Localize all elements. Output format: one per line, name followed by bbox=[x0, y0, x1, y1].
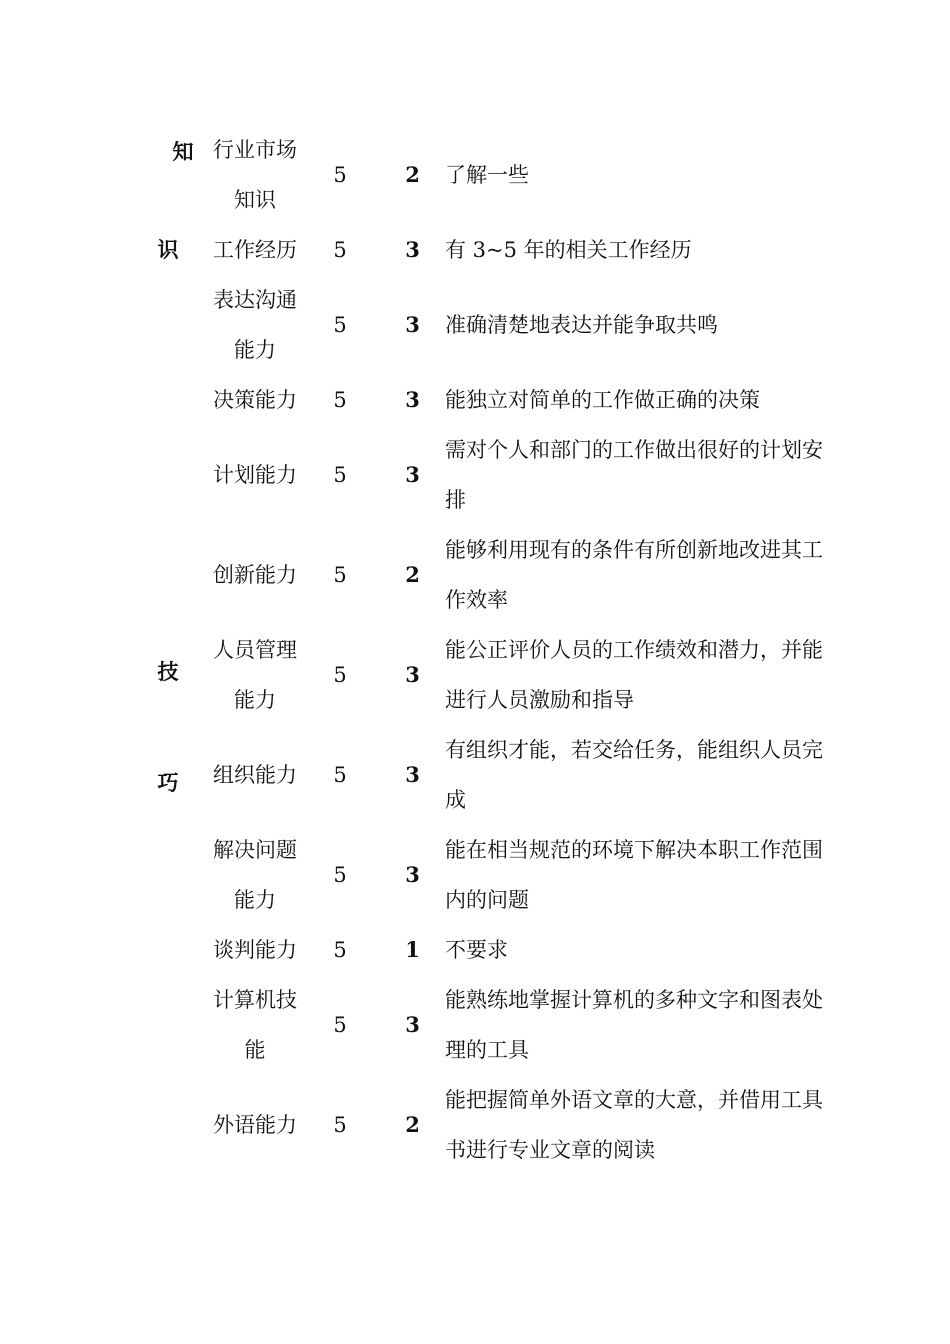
item-name: 工作经历 bbox=[213, 238, 297, 262]
item-name: 创新能力 bbox=[213, 563, 297, 587]
category-knowledge-char-2: 识 bbox=[157, 237, 179, 262]
table-row bbox=[150, 125, 830, 225]
required-score: 3 bbox=[405, 1012, 420, 1037]
item-name: 组织能力 bbox=[213, 763, 297, 787]
required-score: 3 bbox=[405, 387, 420, 412]
category-cell bbox=[150, 725, 210, 825]
item-name: 计算机技能 bbox=[213, 988, 297, 1062]
skills-requirements-table bbox=[150, 125, 830, 1175]
max-score: 5 bbox=[333, 163, 347, 187]
item-description: 了解一些 bbox=[445, 163, 529, 187]
table-row bbox=[150, 825, 830, 925]
category-cell bbox=[150, 525, 210, 625]
table-row bbox=[150, 225, 830, 275]
max-score: 5 bbox=[333, 863, 347, 887]
item-name: 决策能力 bbox=[213, 388, 297, 412]
category-cell bbox=[150, 275, 210, 375]
table-row bbox=[150, 525, 830, 625]
required-score: 2 bbox=[405, 1112, 420, 1137]
max-score: 5 bbox=[333, 1013, 347, 1037]
table-row bbox=[150, 625, 830, 725]
category-cell bbox=[150, 975, 210, 1075]
max-score: 5 bbox=[333, 763, 347, 787]
category-cell bbox=[150, 225, 210, 275]
item-description: 能独立对简单的工作做正确的决策 bbox=[445, 388, 760, 412]
item-description: 能熟练地掌握计算机的多种文字和图表处理的工具 bbox=[445, 988, 823, 1062]
required-score: 3 bbox=[405, 462, 420, 487]
table-row bbox=[150, 1075, 830, 1175]
max-score: 5 bbox=[333, 663, 347, 687]
category-skill-char-2: 巧 bbox=[157, 770, 179, 795]
category-cell bbox=[150, 925, 210, 975]
item-description: 能把握简单外语文章的大意，并借用工具书进行专业文章的阅读 bbox=[445, 1088, 823, 1162]
category-cell bbox=[150, 425, 210, 525]
category-cell bbox=[150, 1075, 210, 1175]
required-score: 2 bbox=[405, 162, 420, 187]
item-description: 需对个人和部门的工作做出很好的计划安排 bbox=[445, 438, 823, 512]
max-score: 5 bbox=[333, 1113, 347, 1137]
required-score: 3 bbox=[405, 662, 420, 687]
table-row bbox=[150, 425, 830, 525]
table-row bbox=[150, 975, 830, 1075]
max-score: 5 bbox=[333, 313, 347, 337]
max-score: 5 bbox=[333, 463, 347, 487]
required-score: 3 bbox=[405, 237, 420, 262]
category-skill-char-1: 技 bbox=[157, 659, 179, 684]
item-description: 能够利用现有的条件有所创新地改进其工作效率 bbox=[445, 538, 823, 612]
max-score: 5 bbox=[333, 563, 347, 587]
max-score: 5 bbox=[333, 938, 347, 962]
item-description: 能公正评价人员的工作绩效和潜力，并能进行人员激励和指导 bbox=[445, 638, 823, 712]
table-row bbox=[150, 725, 830, 825]
item-name: 解决问题能力 bbox=[213, 838, 297, 912]
category-knowledge-char-1: 知 bbox=[172, 139, 194, 164]
item-description: 有 3~5 年的相关工作经历 bbox=[445, 238, 692, 262]
table-row bbox=[150, 275, 830, 375]
category-cell bbox=[150, 125, 210, 225]
item-name: 谈判能力 bbox=[213, 938, 297, 962]
item-name: 人员管理能力 bbox=[213, 638, 297, 712]
item-description: 准确清楚地表达并能争取共鸣 bbox=[445, 313, 718, 337]
item-description: 有组织才能，若交给任务，能组织人员完成 bbox=[445, 738, 823, 812]
required-score: 2 bbox=[405, 562, 420, 587]
required-score: 1 bbox=[405, 937, 420, 962]
category-cell bbox=[150, 375, 210, 425]
category-cell bbox=[150, 625, 210, 725]
required-score: 3 bbox=[405, 862, 420, 887]
required-score: 3 bbox=[405, 762, 420, 787]
item-name: 计划能力 bbox=[213, 463, 297, 487]
item-name: 表达沟通能力 bbox=[213, 288, 297, 362]
item-name: 行业市场知识 bbox=[213, 138, 297, 212]
category-cell bbox=[150, 825, 210, 925]
max-score: 5 bbox=[333, 388, 347, 412]
required-score: 3 bbox=[405, 312, 420, 337]
table-row bbox=[150, 925, 830, 975]
item-description: 不要求 bbox=[445, 938, 508, 962]
item-description: 能在相当规范的环境下解决本职工作范围内的问题 bbox=[445, 838, 823, 912]
item-name: 外语能力 bbox=[213, 1113, 297, 1137]
table-row bbox=[150, 375, 830, 425]
max-score: 5 bbox=[333, 238, 347, 262]
